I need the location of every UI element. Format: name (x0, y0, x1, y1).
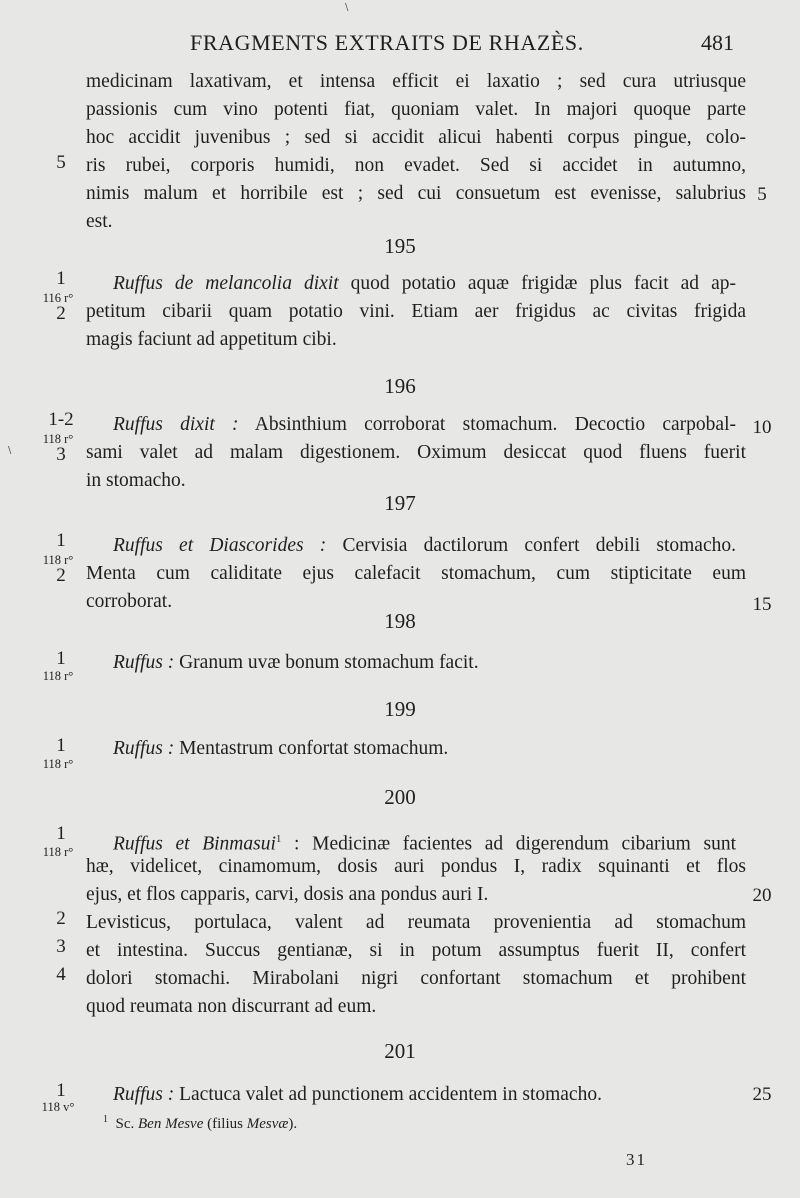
running-header (190, 30, 750, 60)
footnote-name: Mesvæ (246, 1116, 289, 1132)
fragment-line: dolori stomachi. Mirabolani nigri confortant stomachum et prohibent (86, 968, 746, 989)
fragment-text: Granum uvæ bonum stomachum facit. (174, 652, 479, 673)
line-count-right: 5 (757, 184, 767, 205)
fragment-number: 200 (384, 785, 416, 809)
fragment-ref: 1 (56, 735, 66, 756)
fragment-text: Mentastrum confortat stomachum. (174, 738, 449, 759)
footnote-number: 1 (103, 1114, 108, 1125)
folio-ref: 118 r° (42, 432, 74, 446)
text-line: est. (86, 211, 113, 232)
fragment-number: 198 (384, 609, 416, 633)
line-count-right: 10 (752, 417, 772, 438)
footnote-text: (filius (203, 1116, 247, 1132)
folio-ref: 118 v° (41, 1100, 75, 1114)
author-name: Ruffus : (113, 738, 175, 759)
fragment-line: sami valet ad malam digestionem. Oximum desiccat quod fluens fuerit (86, 442, 746, 463)
line-count-right: 25 (752, 1084, 772, 1105)
folio-ref: 118 r° (42, 757, 74, 771)
fragment-line (113, 411, 736, 439)
fragment-text: quod potatio aquæ frigidæ plus facit ad ap- (338, 273, 736, 294)
fragment-line: Menta cum caliditate ejus calefacit stomachum, cum stipticitate eum (86, 563, 746, 584)
folio-ref: 118 r° (42, 553, 74, 567)
line-count-right: 20 (752, 885, 772, 906)
fragment-line: Levisticus, portulaca, valent ad reumata provenientia ad stomachum (86, 912, 746, 933)
fragment-ref: 1-2 (48, 409, 74, 430)
folio-ref: 118 r° (42, 669, 74, 683)
fragment-line: in stomacho. (86, 470, 186, 491)
fragment-ref: 1 (56, 530, 66, 551)
running-title: FRAGMENTS EXTRAITS DE RHAZÈS. (190, 30, 584, 55)
author-name: Ruffus de melancolia dixit (113, 273, 339, 294)
text-line: nimis malum et horribile est ; sed cui consuetum est evenisse, salubrius (86, 183, 746, 204)
fragment-ref: 1 (56, 648, 66, 669)
footnote (103, 1114, 297, 1133)
fragment-line: corroborat. (86, 591, 173, 612)
fragment-number: 195 (384, 234, 416, 258)
fragment-ref: 3 (56, 444, 66, 465)
text-line: medicinam laxativam, et intensa efficit ei laxatio ; sed cura utriusque (86, 71, 746, 92)
fragment-line: petitum cibarii quam potatio vini. Etiam aer frigidus ac civitas frigida (86, 301, 746, 322)
folio-ref: 116 r° (42, 291, 74, 305)
footnote-text: Sc. (115, 1116, 138, 1132)
fragment-line (113, 649, 736, 677)
text-line: ris rubei, corporis humidi, non evadet. Sed si accidet in autumno, (86, 155, 746, 176)
fragment-number: 196 (384, 374, 416, 398)
fragment-ref: 1 (56, 823, 66, 844)
fragment-line (113, 270, 736, 298)
fragment-line: magis faciunt ad appetitum cibi. (86, 329, 337, 350)
line-count-left: 5 (56, 152, 66, 173)
text-line: hoc accidit juvenibus ; sed si accidit alicui habenti corpus pingue, colo- (86, 127, 746, 148)
fragment-line (113, 1081, 736, 1109)
corner-mark: \ (345, 2, 349, 13)
fragment-ref: 1 (56, 268, 66, 289)
author-name: Ruffus et Diascorides : (113, 535, 327, 556)
margin-mark: \ (8, 445, 12, 456)
page-number: 481 (701, 30, 734, 55)
fragment-line: hæ, videlicet, cinamomum, dosis auri pondus I, radix squinanti et flos (86, 856, 746, 877)
text-line: passionis cum vino potenti fiat, quoniam valet. In majori quoque parte (86, 99, 746, 120)
footnote-mark: 1 (275, 833, 282, 845)
fragment-text: Cervisia dactilorum confert debili stomacho. (326, 535, 736, 556)
author-name: Ruffus : (113, 652, 175, 673)
footnote-name: Ben Mesve (138, 1116, 204, 1132)
fragment-text: : Medicinæ facientes ad digerendum cibarium sunt (281, 833, 737, 855)
fragment-line: quod reumata non discurrant ad eum. (86, 996, 377, 1017)
fragment-number: 199 (384, 697, 416, 721)
author-name: Ruffus dixit : (113, 414, 239, 435)
author-name: Ruffus : (113, 1084, 175, 1105)
fragment-ref: 3 (56, 936, 66, 957)
fragment-ref: 2 (56, 908, 66, 929)
fragment-number: 201 (384, 1039, 416, 1063)
fragment-ref: 2 (56, 303, 66, 324)
fragment-line: et intestina. Succus gentianæ, si in potum assumptus fuerit II, confert (86, 940, 746, 961)
fragment-number: 197 (384, 491, 416, 515)
fragment-ref: 1 (56, 1080, 66, 1101)
footnote-text: ). (288, 1116, 298, 1132)
fragment-text: Lactuca valet ad punctionem accidentem in stomacho. (174, 1084, 602, 1105)
line-count-right: 15 (752, 594, 772, 615)
fragment-line (113, 532, 736, 560)
fragment-text: Absinthium corroborat stomachum. Decoctio carpobal- (238, 414, 736, 435)
fragment-line: ejus, et flos capparis, carvi, dosis ana pondus auri I. (86, 884, 489, 905)
fragment-ref: 2 (56, 565, 66, 586)
fragment-line (113, 735, 736, 763)
signature-mark: 31 (626, 1150, 647, 1169)
fragment-ref: 4 (56, 964, 66, 985)
author-name: Ruffus et Binmasui (113, 833, 276, 855)
folio-ref: 118 r° (42, 845, 74, 859)
